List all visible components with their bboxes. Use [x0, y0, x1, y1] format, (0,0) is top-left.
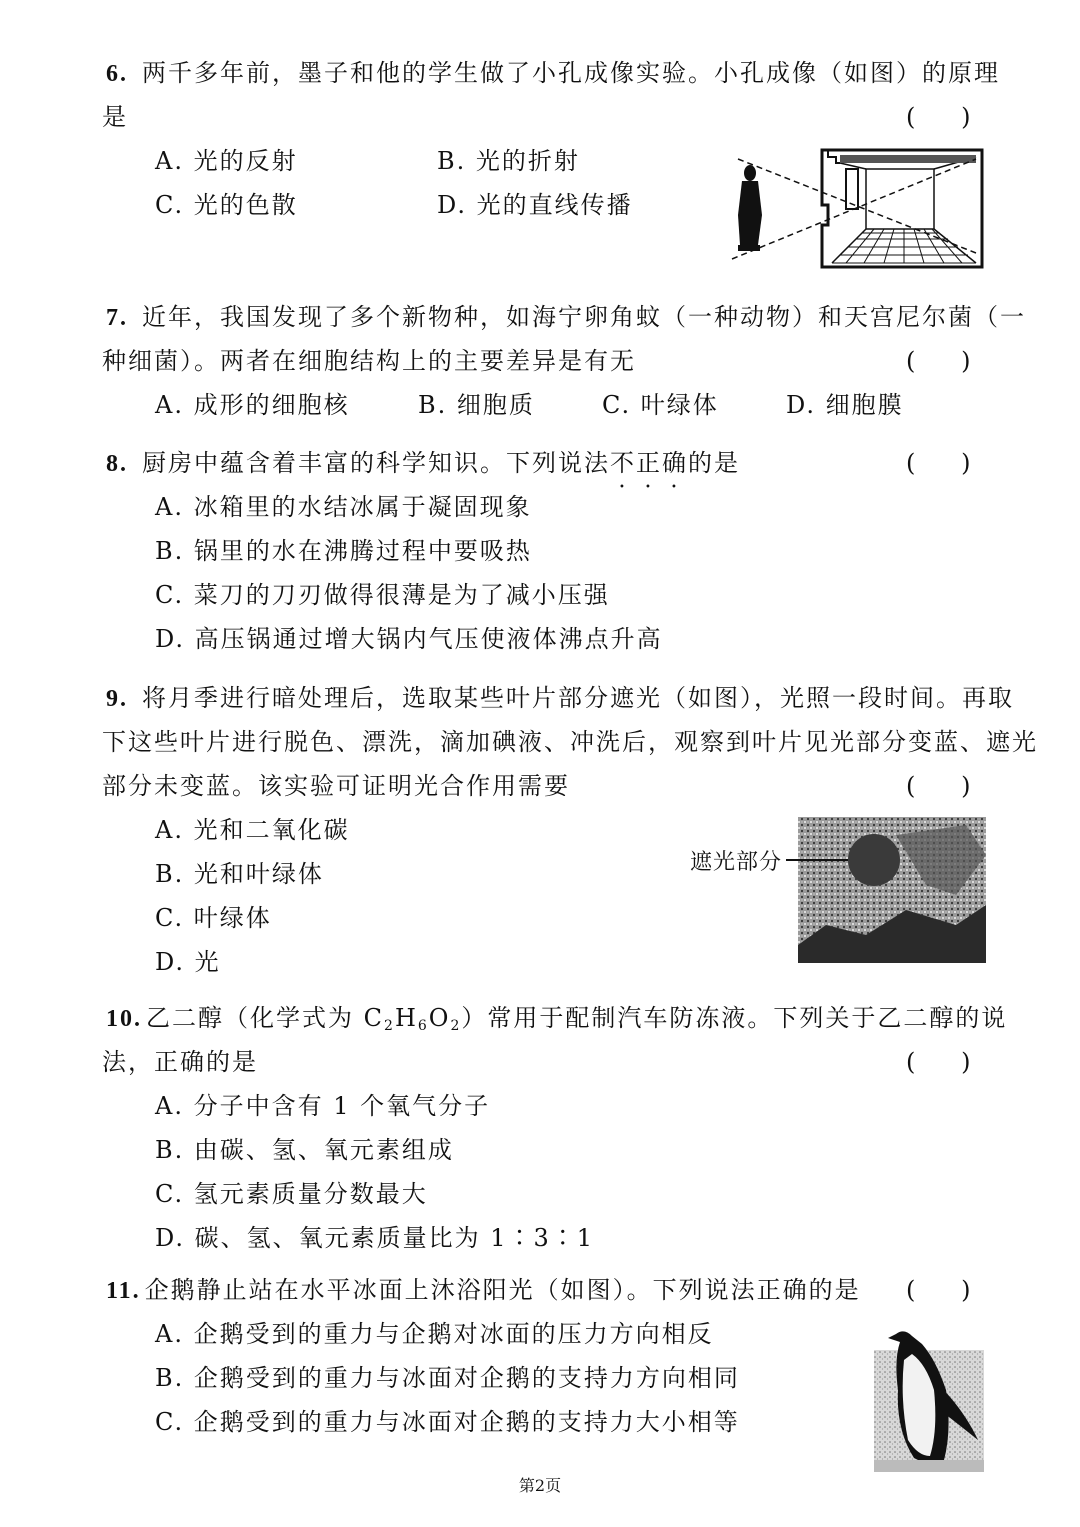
q9-option-c[interactable]: C. 叶绿体: [155, 904, 272, 932]
q8-answer-blank[interactable]: ( ): [906, 449, 971, 477]
q6-option-d[interactable]: D. 光的直线传播: [437, 191, 633, 219]
q10-option-a[interactable]: A. 分子中含有 1 个氧气分子: [155, 1092, 491, 1120]
q11-answer-blank[interactable]: ( ): [906, 1276, 971, 1304]
q9-option-a[interactable]: A. 光和二氧化碳: [155, 816, 350, 844]
q8-number: 8.: [106, 451, 128, 477]
q8-emphasis-2: 正: [636, 449, 662, 477]
q9-stem-line3: 部分未变蓝。该实验可证明光合作用需要: [102, 772, 570, 800]
q10-option-b[interactable]: B. 由碳、氢、氧元素组成: [155, 1136, 454, 1164]
q11-option-c[interactable]: C. 企鹅受到的重力与冰面对企鹅的支持力大小相等: [155, 1408, 740, 1436]
q8-option-a[interactable]: A. 冰箱里的水结冰属于凝固现象: [155, 493, 532, 521]
q9-stem-line1: 9. 将月季进行暗处理后，选取某些叶片部分遮光（如图），光照一段时间。再取: [106, 684, 1014, 712]
q6-stem-line1: 6. 两千多年前，墨子和他的学生做了小孔成像实验。小孔成像（如图）的原理: [106, 59, 1000, 87]
q10-stem-line2: 法，正确的是: [102, 1048, 258, 1076]
q7-stem-line1: 7. 近年，我国发现了多个新物种，如海宁卵角蚊（一种动物）和天宫尼尔菌（一: [106, 303, 1026, 331]
q8-stem: 8. 厨房中蕴含着丰富的科学知识。下列说法不正确的是: [106, 449, 740, 477]
q7-option-a[interactable]: A. 成形的细胞核: [155, 391, 350, 419]
q10-option-c[interactable]: C. 氢元素质量分数最大: [155, 1180, 428, 1208]
q8-emphasis-3: 确: [662, 449, 688, 477]
q8-option-c[interactable]: C. 菜刀的刀刃做得很薄是为了减小压强: [155, 581, 610, 609]
q9-number: 9.: [106, 686, 128, 712]
q6-option-a[interactable]: A. 光的反射: [155, 147, 298, 175]
q11-option-a[interactable]: A. 企鹅受到的重力与企鹅对冰面的压力方向相反: [155, 1320, 714, 1348]
q6-answer-blank[interactable]: ( ): [906, 103, 971, 131]
leaf-shading-figure: [786, 815, 988, 965]
q7-option-b[interactable]: B. 细胞质: [418, 391, 535, 419]
chemical-formula: $C_2H_6O_2$: [363, 1004, 462, 1034]
pinhole-camera-figure: [728, 145, 986, 273]
q7-stem-line2: 种细菌）。两者在细胞结构上的主要差异是有无: [102, 347, 636, 375]
penguin-figure: [874, 1320, 984, 1472]
q7-option-d[interactable]: D. 细胞膜: [786, 391, 904, 419]
q7-number: 7.: [106, 305, 128, 331]
q9-answer-blank[interactable]: ( ): [906, 772, 971, 800]
q6-option-b[interactable]: B. 光的折射: [437, 147, 580, 175]
q8-option-b[interactable]: B. 锅里的水在沸腾过程中要吸热: [155, 537, 532, 565]
leaf-figure-label: 遮光部分: [690, 850, 783, 875]
page-number: 第2页: [518, 1476, 562, 1495]
q8-option-d[interactable]: D. 高压锅通过增大锅内气压使液体沸点升高: [155, 625, 663, 653]
q6-option-c[interactable]: C. 光的色散: [155, 191, 298, 219]
q10-answer-blank[interactable]: ( ): [906, 1048, 971, 1076]
q11-stem: 11. 企鹅静止站在水平冰面上沐浴阳光（如图）。下列说法正确的是: [106, 1276, 861, 1304]
q9-option-d[interactable]: D. 光: [155, 948, 221, 976]
q10-option-d[interactable]: D. 碳、氢、氧元素质量比为 1∶3∶1: [155, 1224, 595, 1252]
q6-number: 6.: [106, 61, 128, 87]
q7-option-c[interactable]: C. 叶绿体: [602, 391, 719, 419]
q11-number: 11.: [106, 1278, 141, 1304]
q11-option-b[interactable]: B. 企鹅受到的重力与冰面对企鹅的支持力方向相同: [155, 1364, 740, 1392]
q7-answer-blank[interactable]: ( ): [906, 347, 971, 375]
q9-stem-line2: 下这些叶片进行脱色、漂洗，滴加碘液、冲洗后，观察到叶片见光部分变蓝、遮光: [102, 728, 1038, 756]
q10-number: 10.: [106, 1006, 142, 1032]
q10-stem-line1: 10. 乙二醇（化学式为 $C_2H_6O_2$）常用于配制汽车防冻液。下列关于乙二醇的说: [106, 1004, 1008, 1034]
q9-option-b[interactable]: B. 光和叶绿体: [155, 860, 324, 888]
q6-stem-line2: 是: [102, 103, 128, 131]
q8-emphasis-1: 不: [610, 449, 636, 477]
